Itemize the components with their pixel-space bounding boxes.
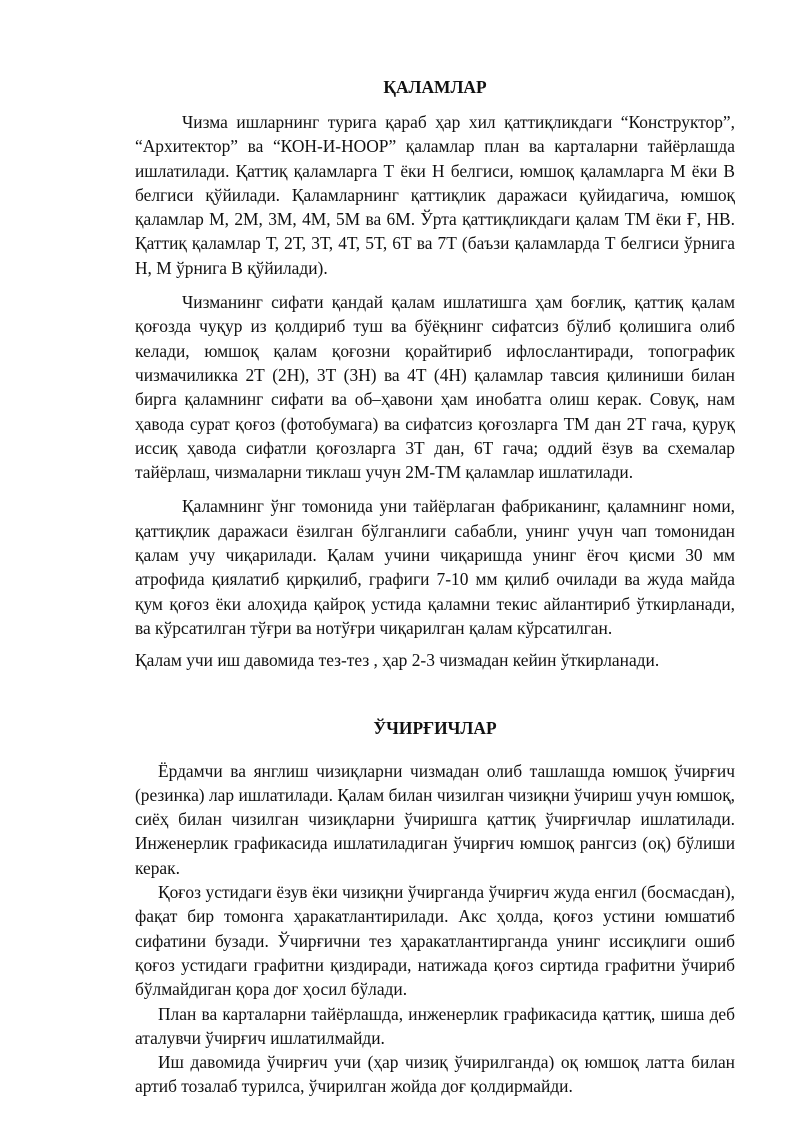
paragraph-pencil-frequency: Қалам учи иш давомида тез-тез , ҳар 2-3 чизмадан кейин ўткирланади. (135, 650, 660, 671)
paragraph-pencil-choice: Чизманинг сифати қандай қалам ишлатишга ҳам боғлиқ, қаттиқ қалам қоғозда чуқур из қолдириб туш ва бўёқнинг сифатсиз бўлиб қолишига олиб келади, юмшоқ қалам қоғозни қорайтириб ифлослантиради, топографик чизмачиликка 2Т (2Н), 3Т (3Н) ва 4Т (4Н) қаламлар тавсия қилиниши билан бирга қаламнинг сифати ва об–ҳавони ҳам инобатга олиш керак. Совуқ, нам ҳавода сурат қоғоз (фотобумага) ва сифатсиз қоғозларга ТМ дан 2Т гача, қуруқ иссиқ ҳавода сифатли қоғозларга 3Т дан, 6Т гача; оддий ёзув ва схемалар тайёрлаш, чизмаларни тиклаш учун 2М-ТМ қаламлар ишлатилади. (135, 292, 735, 483)
paragraph-pencil-hardness: Чизма ишларнинг турига қараб ҳар хил қаттиқликдаги “Конструктор”, “Архитектор” ва “КОН-И-НООР” қаламлар план ва карталарни тайёрлашда ишлатилади. Қаттиқ қаламларга Т ёки Н белгиси, юмшоқ қаламларга М ёки В белгиси қўйилади. Қаламларнинг қаттиқлик даражаси қуйидагича, юмшоқ қаламлар М, 2М, 3М, 4М, 5М ва 6М. Ўрта қаттиқликдаги қалам ТМ ёки Ғ, НВ. Қаттиқ қаламлар Т, 2Т, 3Т, 4Т, 5Т, 6Т ва 7Т (баъзи қаламларда Т белгиси ўрнига Н, М ўрнига В қўйилади). (135, 112, 735, 278)
paragraph-pencil-sharpening: Қаламнинг ўнг томонида уни тайёрлаган фабриканинг, қаламнинг номи, қаттиқлик даражаси ёзилган бўлганлиги сабабли, унинг учун чап томонидан қалам учу чиқарилади. Қалам учини чиқаришда унинг ёғоч қисми 30 мм атрофида қиялатиб қирқилиб, графиги 7-10 мм қилиб очилади ва жуда майда қум қоғоз ёки алоҳида қайроқ устида қаламни текис айлантириб ўткирланади, ва кўрсатилган тўғри ва нотўғри чиқарилган қалам кўрсатилган. (135, 496, 735, 638)
section-title-pencils: ҚАЛАМЛАР (383, 77, 487, 97)
section-title-erasers: ЎЧИРҒИЧЛАР (373, 717, 497, 738)
paragraph-eraser-usage: Қоғоз устидаги ёзув ёки чизиқни ўчирганда ўчирғич жуда енгил (босмасдан), фақат бир томонга ҳаракатлантирилади. Акс ҳолда, қоғоз устини юмшатиб сифатини бузади. Ўчирғични тез ҳаракатлантирганда унинг иссиқлиги ошиб қоғоз устидаги графитни қиздиради, натижада қоғоз сиртида графитни ўчириб бўлмайдиган қора доғ ҳосил бўлади. (135, 882, 735, 1000)
paragraph-eraser-types: Ёрдамчи ва янглиш чизиқларни чизмадан олиб ташлашда юмшоқ ўчирғич (резинка) лар ишлатилади. Қалам билан чизилган чизиқни ўчириш учун юмшоқ, сиёҳ билан чизилган чизиқларни ўчиришга қаттиқ ўчирғичлар ишлатилади. Инженерлик графикасида ишлатиладиган ўчирғич юмшоқ рангсиз (оқ) бўлиши керак. (135, 760, 735, 878)
paragraph-eraser-glass: План ва карталарни тайёрлашда, инженерлик графикасида қаттиқ, шиша деб аталувчи ўчирғич ишлатилмайди. (135, 1003, 735, 1048)
paragraph-eraser-cleaning: Иш давомида ўчирғич учи (ҳар чизиқ ўчирилганда) оқ юмшоқ латта билан артиб тозалаб турилса, ўчирилган жойда доғ қолдирмайди. (135, 1052, 735, 1097)
